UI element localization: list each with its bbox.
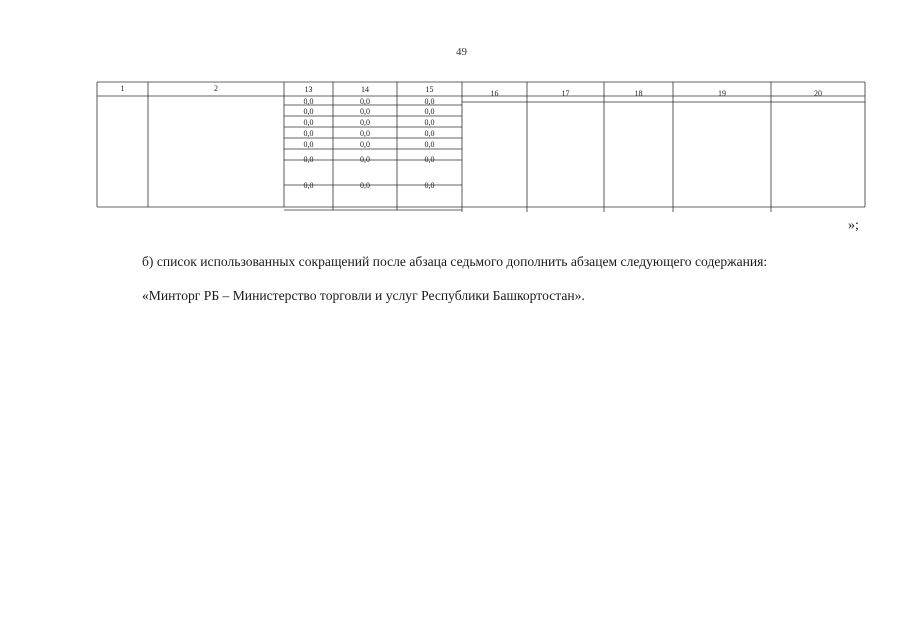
data-table xyxy=(97,82,865,214)
table-cell: 0,0 xyxy=(360,129,370,138)
header-cell-13: 13 xyxy=(304,85,313,94)
header-cell-18: 18 xyxy=(634,89,643,98)
header-cell-2: 2 xyxy=(214,84,218,93)
page-number: 49 xyxy=(456,46,467,58)
table-cell: 0,0 xyxy=(303,118,314,127)
table-cell: 0,0 xyxy=(360,155,370,164)
paragraph-mintorg: «Минторг РБ – Министерство торговли и услуг Республики Башкортостан». xyxy=(142,288,585,303)
header-cell-17: 17 xyxy=(561,89,570,98)
table-cell: 0,0 xyxy=(424,155,435,164)
table-cell: 0,0 xyxy=(360,181,370,190)
table-cell: 0,0 xyxy=(360,140,370,149)
paragraph-abbreviations: б) список использованных сокращений после абзаца седьмого дополнить абзацем следующего содержания: xyxy=(142,254,768,269)
table-cell: 0,0 xyxy=(303,97,314,106)
table-grid xyxy=(97,82,865,214)
header-cell-14: 14 xyxy=(361,85,369,94)
table-cell: 0,0 xyxy=(303,181,314,190)
table-cell: 0,0 xyxy=(360,97,370,106)
table-cell: 0,0 xyxy=(303,107,314,116)
table-cell: 0,0 xyxy=(303,140,314,149)
table-cell: 0,0 xyxy=(303,129,314,138)
table-cell: 0,0 xyxy=(303,155,314,164)
header-cell-15: 15 xyxy=(425,85,434,94)
header-cell-20: 20 xyxy=(814,89,822,98)
header-cell-19: 19 xyxy=(718,89,726,98)
table-cell: 0,0 xyxy=(424,97,435,106)
table-cell: 0,0 xyxy=(424,181,435,190)
header-cell-16: 16 xyxy=(490,89,499,98)
header-cell-1: 1 xyxy=(120,84,125,93)
table-cell: 0,0 xyxy=(360,107,370,116)
table-cell: 0,0 xyxy=(424,118,435,127)
closing-quote: »; xyxy=(848,218,859,233)
table-cell: 0,0 xyxy=(424,129,435,138)
table-cell: 0,0 xyxy=(424,107,435,116)
table-cell: 0,0 xyxy=(424,140,435,149)
table-cell: 0,0 xyxy=(360,118,370,127)
